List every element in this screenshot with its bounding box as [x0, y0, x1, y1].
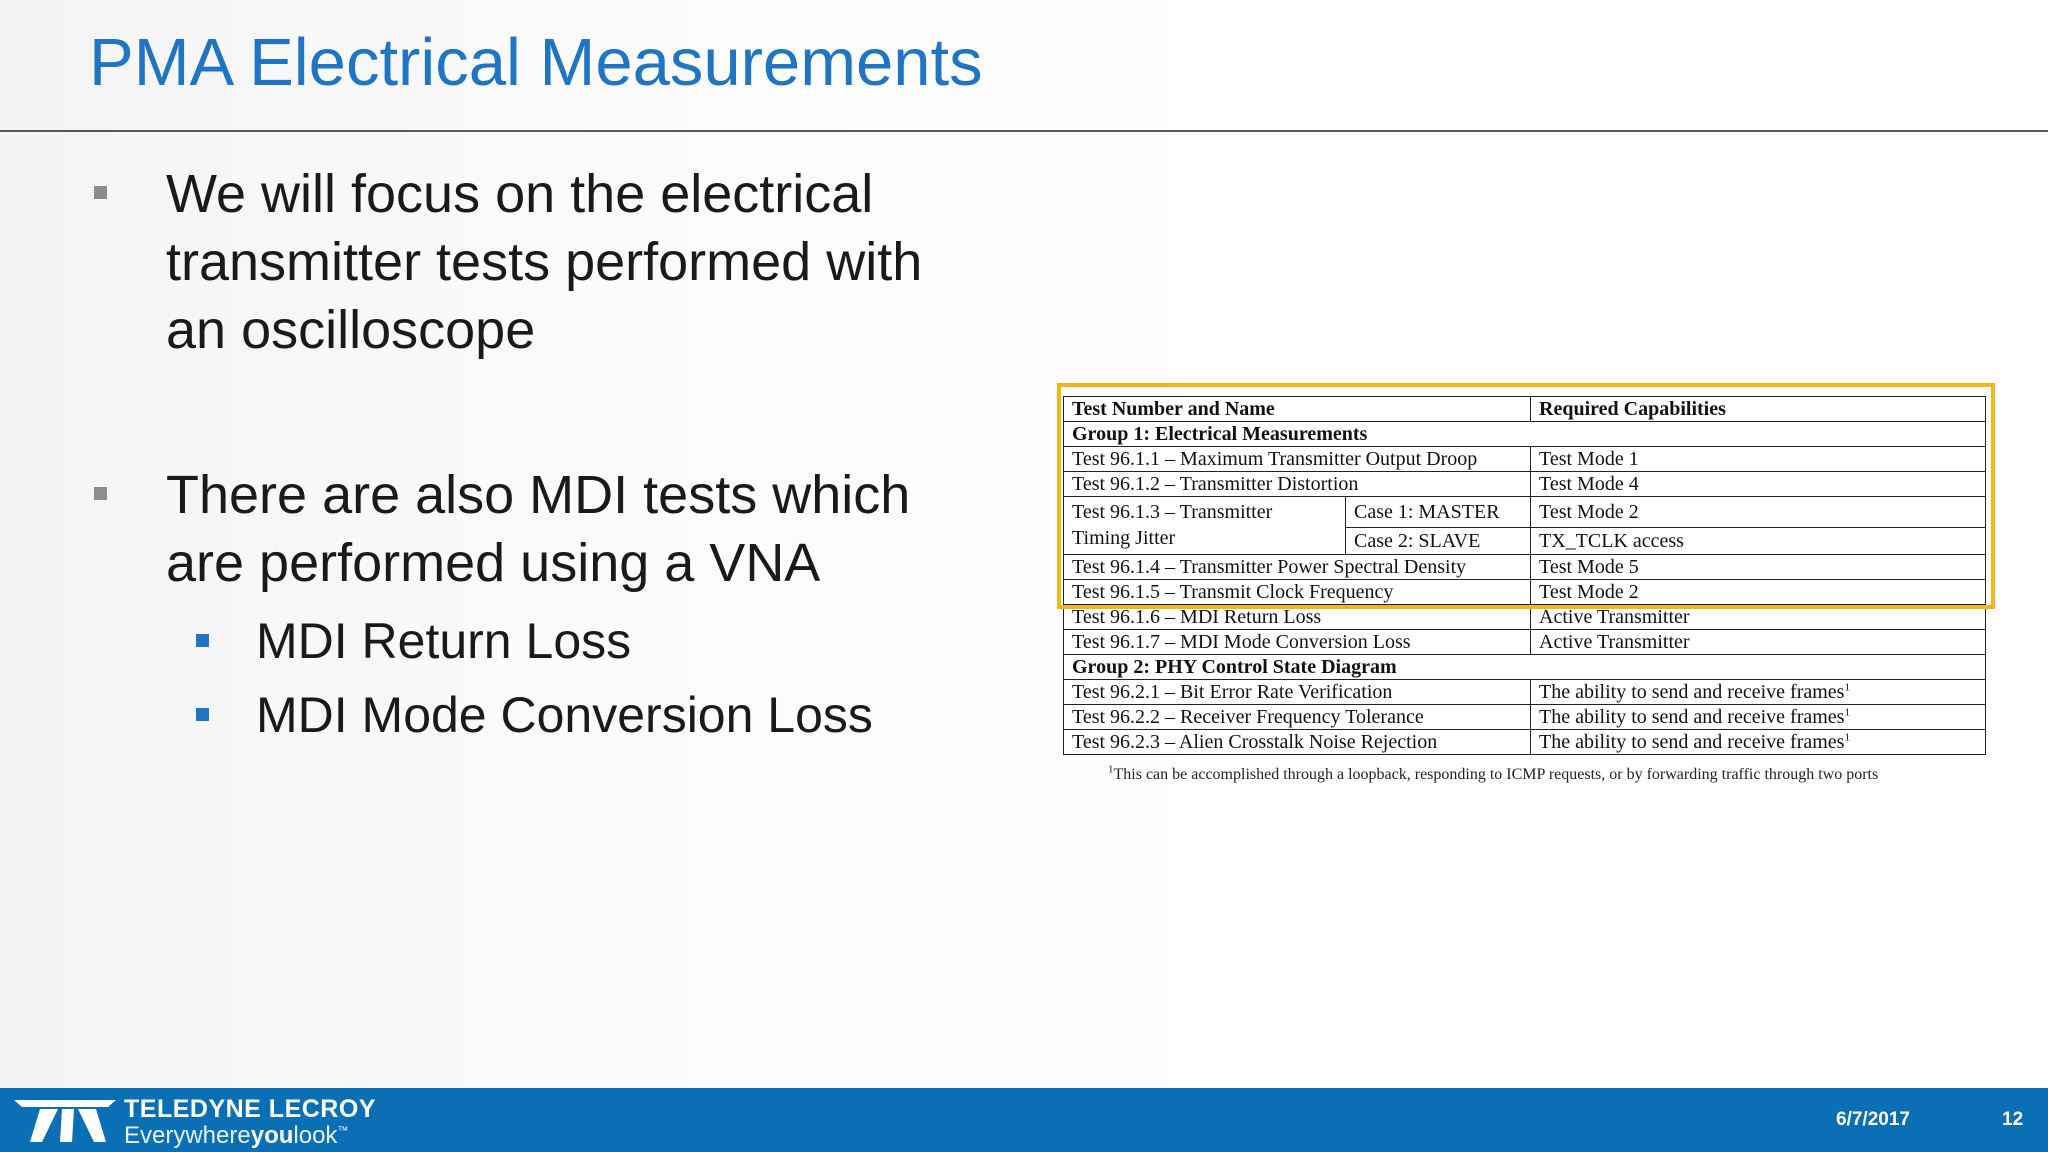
table-row	[1064, 705, 1986, 730]
bullet-text	[166, 461, 1006, 597]
test-name: Test 96.1.7 – MDI Mode Conversion Loss	[1064, 630, 1531, 655]
test-capability	[1531, 705, 1986, 730]
slide-number: 12	[2002, 1109, 2024, 1130]
bullet-line: We will focus on the electrical	[166, 164, 874, 224]
bullet-line: transmitter tests performed with	[166, 232, 923, 292]
test-name-line: Test 96.1.3 – Transmitter	[1072, 501, 1273, 523]
sub-bullet-marker	[196, 708, 209, 721]
test-table-image	[1063, 396, 1985, 755]
test-capabilities-table	[1063, 396, 1986, 755]
capability-text: The ability to send and receive frames	[1539, 705, 1845, 728]
footnote-ref: 1	[1844, 730, 1850, 743]
footnote-ref: 1	[1844, 680, 1850, 693]
test-capability: Test Mode 5	[1531, 555, 1986, 580]
test-name: Test 96.1.5 – Transmit Clock Frequency	[1064, 580, 1531, 605]
test-name: Test 96.1.1 – Maximum Transmitter Output Droop	[1064, 447, 1531, 472]
test-capability	[1531, 680, 1986, 705]
test-name: Test 96.2.2 – Receiver Frequency Tolerance	[1064, 705, 1531, 730]
sub-bullet-marker	[196, 634, 209, 647]
footnote-ref: 1	[1844, 705, 1850, 718]
tagline-part: look	[293, 1122, 338, 1149]
bullet-line: an oscilloscope	[166, 300, 536, 360]
table-row	[1064, 555, 1986, 580]
slide-date: 6/7/2017	[1836, 1109, 1910, 1130]
table-row	[1064, 730, 1986, 755]
test-capability: TX_TCLK access	[1531, 528, 1986, 555]
capability-text: The ability to send and receive frames	[1539, 680, 1845, 703]
footer-bar	[0, 1088, 2048, 1152]
capability-text: The ability to send and receive frames	[1539, 730, 1845, 753]
sub-bullet-text: MDI Mode Conversion Loss	[256, 687, 873, 743]
table-row	[1064, 472, 1986, 497]
table-row	[1064, 580, 1986, 605]
test-name: Test 96.2.3 – Alien Crosstalk Noise Rejection	[1064, 730, 1531, 755]
bullet-text	[166, 160, 1006, 364]
sub-bullet-text: MDI Return Loss	[256, 613, 632, 669]
brand-tagline	[124, 1122, 348, 1150]
test-capability: Test Mode 2	[1531, 497, 1986, 528]
table-row	[1064, 630, 1986, 655]
slide-title: PMA Electrical Measurements	[89, 25, 983, 100]
test-case: Case 2: SLAVE	[1346, 528, 1531, 555]
group-row	[1064, 655, 1986, 680]
test-case: Case 1: MASTER	[1346, 497, 1531, 528]
table-row	[1064, 680, 1986, 705]
group-label: Group 1: Electrical Measurements	[1064, 422, 1986, 447]
table-footnote	[1108, 763, 1879, 784]
bullet-line: There are also MDI tests which	[166, 465, 911, 525]
test-name: Test 96.1.4 – Transmitter Power Spectral Density	[1064, 555, 1531, 580]
bullet-marker	[94, 186, 107, 199]
test-capability: Test Mode 4	[1531, 472, 1986, 497]
table-row	[1064, 497, 1986, 528]
bullet-marker	[94, 487, 107, 500]
test-name: Test 96.1.6 – MDI Return Loss	[1064, 605, 1531, 630]
table-row	[1064, 447, 1986, 472]
footnote-mark: 1	[1108, 763, 1114, 776]
tagline-bold: you	[250, 1122, 294, 1149]
footnote-text: This can be accomplished through a loopback, responding to ICMP requests, or by forwarding traffic through two ports	[1113, 766, 1879, 783]
test-name-line: Timing Jitter	[1072, 527, 1176, 549]
brand-name: TELEDYNE LECROY	[124, 1095, 376, 1123]
teledyne-logo-icon	[12, 1092, 118, 1148]
test-capability: Active Transmitter	[1531, 605, 1986, 630]
group-label: Group 2: PHY Control State Diagram	[1064, 655, 1986, 680]
title-divider	[0, 130, 2048, 132]
table-header-row	[1064, 397, 1986, 422]
tagline-part: Everywhere	[124, 1122, 251, 1149]
bullet-line: are performed using a VNA	[166, 533, 821, 593]
test-name	[1064, 497, 1346, 555]
test-name: Test 96.2.1 – Bit Error Rate Verification	[1064, 680, 1531, 705]
test-capability: Test Mode 2	[1531, 580, 1986, 605]
test-capability: Active Transmitter	[1531, 630, 1986, 655]
table-row	[1064, 605, 1986, 630]
test-capability	[1531, 730, 1986, 755]
trademark-symbol: ™	[337, 1125, 349, 1137]
group-row	[1064, 422, 1986, 447]
test-name: Test 96.1.2 – Transmitter Distortion	[1064, 472, 1531, 497]
table-header: Required Capabilities	[1531, 397, 1986, 422]
test-capability: Test Mode 1	[1531, 447, 1986, 472]
table-header: Test Number and Name	[1064, 397, 1531, 422]
